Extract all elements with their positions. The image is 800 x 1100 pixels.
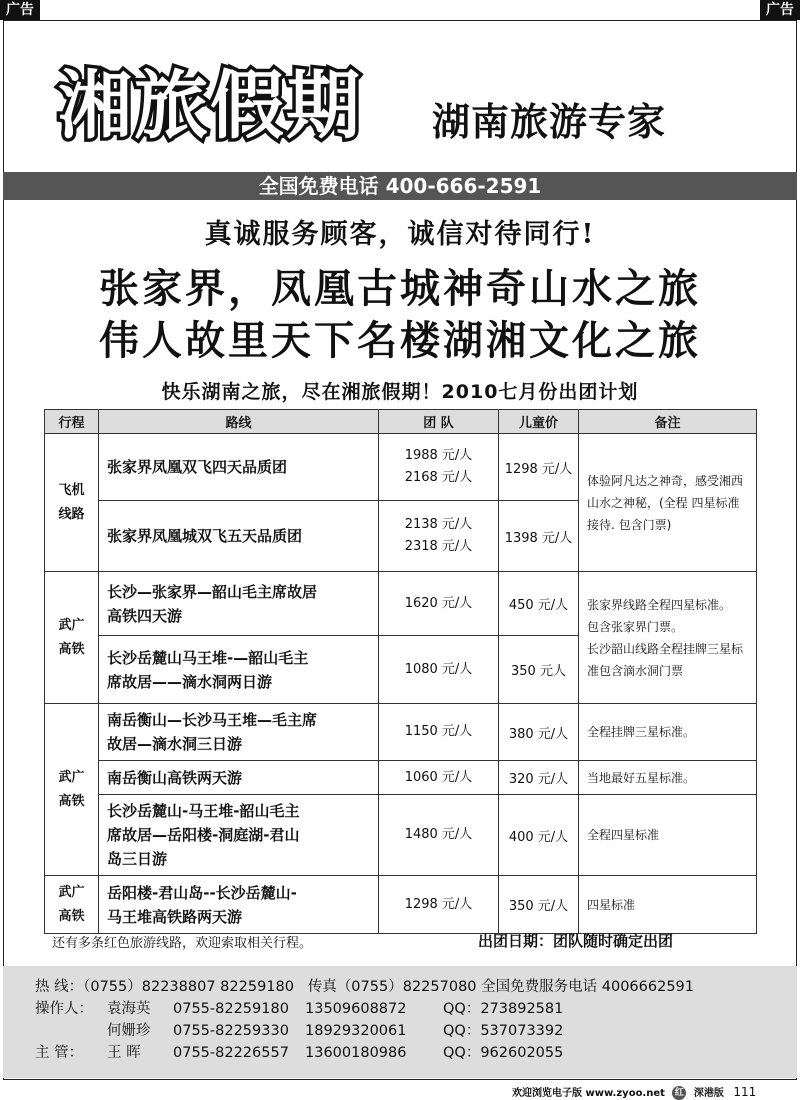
contact-person-qq: QQ：537073392 xyxy=(443,1023,564,1039)
contact-person-mobile: 13509608872 xyxy=(305,1001,407,1017)
route-cell: 岳阳楼-君山岛--长沙岳麓山- 马王堆高铁路两天游 xyxy=(99,876,379,934)
group-cell xyxy=(45,704,99,876)
child-price-cell: 400 元/人 xyxy=(499,795,579,876)
contact-manager-phone: 0755-82226557 xyxy=(173,1045,289,1061)
page-number: 111 xyxy=(733,1085,757,1099)
child-price-cell: 380 元/人 xyxy=(499,704,579,761)
child-price-cell: 350 元人 xyxy=(499,636,579,704)
header-child-price: 儿童价 xyxy=(499,410,579,434)
footer-edition: 深港版 xyxy=(693,1088,724,1099)
group-label: 武广 高铁 xyxy=(58,769,85,809)
note-cell: 四星标准 xyxy=(579,876,757,934)
route-cell: 长沙—张家界—韶山毛主席故居 高铁四天游 xyxy=(99,572,379,636)
contact-person-mobile: 18929320061 xyxy=(305,1023,407,1039)
header-group-price: 团 队 xyxy=(379,410,499,434)
child-price-cell: 1298 元/人 xyxy=(499,434,579,501)
note-cell: 体验阿凡达之神奇，感受湘西山水之神秘，(全程 四星标准接待. 包含门票) xyxy=(579,434,757,572)
itinerary-table xyxy=(44,409,757,934)
table-row xyxy=(45,572,757,636)
headline-1: 张家界，凤凰古城神奇山水之旅 xyxy=(99,266,701,312)
table-row xyxy=(45,795,757,876)
route-cell: 南岳衡山高铁两天游 xyxy=(99,761,379,795)
brand-logo: 湘旅假期 xyxy=(58,63,362,149)
headline-2: 伟人故里天下名楼湖湘文化之旅 xyxy=(99,318,701,364)
contact-manager-mobile: 13600180986 xyxy=(305,1045,407,1061)
footer-line xyxy=(512,1084,756,1100)
brand-slogan: 湖南旅游专家 xyxy=(432,100,667,144)
child-price-cell: 350 元/人 xyxy=(499,876,579,934)
table-row xyxy=(45,761,757,795)
group-cell xyxy=(45,572,99,704)
subheadline: 快乐湖南之旅，尽在湘旅假期！2010七月份出团计划 xyxy=(161,381,639,403)
contact-manager-qq: QQ：962602055 xyxy=(443,1045,564,1061)
contact-person-phone: 0755-82259180 xyxy=(173,1001,289,1017)
contact-person-name: 何姗珍 xyxy=(107,1023,151,1039)
contact-operator-label: 操作人： xyxy=(35,1001,93,1017)
group-label: 武广 高铁 xyxy=(58,617,85,657)
table-row xyxy=(45,704,757,761)
note-cell: 当地最好五星标准。 xyxy=(579,761,757,795)
note-cell: 全程挂牌三星标准。 xyxy=(579,704,757,761)
table-row xyxy=(45,434,757,501)
contact-person-qq: QQ：273892581 xyxy=(443,1001,564,1017)
table-row xyxy=(45,876,757,934)
child-price-cell: 320 元/人 xyxy=(499,761,579,795)
child-price-cell: 450 元/人 xyxy=(499,572,579,636)
header-route: 路线 xyxy=(99,410,379,434)
price-cell: 1060 元/人 xyxy=(379,761,499,795)
route-cell: 张家界凤凰双飞四天品质团 xyxy=(99,434,379,501)
route-cell: 南岳衡山—长沙马王堆—毛主席 故居—滴水洞三日游 xyxy=(99,704,379,761)
note-cell: 张家界线路全程四星标准。 包含张家界门票。 长沙韶山线路全程挂牌三星标准包含滴水洞门票 xyxy=(579,572,757,704)
contact-manager-label: 主 管： xyxy=(35,1045,84,1061)
header-notes: 备注 xyxy=(579,410,757,434)
table-header-row xyxy=(45,410,757,434)
route-cell: 张家界凤凰城双飞五天品质团 xyxy=(99,501,379,572)
group-label: 飞机 线路 xyxy=(58,482,85,522)
price-cell: 1988 元/人 2168 元/人 xyxy=(379,434,499,501)
contact-hotline-row: 热 线：（0755）82238807 82259180 传真（0755）82257080 全国免费服务电话 4006662591 xyxy=(35,979,695,995)
price-cell: 1620 元/人 xyxy=(379,572,499,636)
edition-badge-icon: 红 xyxy=(672,1086,686,1100)
group-cell xyxy=(45,434,99,572)
contact-person-phone: 0755-82259330 xyxy=(173,1023,289,1039)
price-cell: 1150 元/人 xyxy=(379,704,499,761)
header-itinerary: 行程 xyxy=(45,410,99,434)
more-routes-note: 还有多条红色旅游线路，欢迎索取相关行程。 xyxy=(52,936,313,951)
price-cell: 1480 元/人 xyxy=(379,795,499,876)
contact-box xyxy=(3,966,797,1078)
footer-link[interactable]: 欢迎浏览电子版 www.zyoo.net xyxy=(512,1088,665,1099)
contact-manager-name: 王 晖 xyxy=(107,1045,141,1061)
departure-date-note: 出团日期：团队随时确定出团 xyxy=(478,932,674,950)
price-cell: 1298 元/人 xyxy=(379,876,499,934)
route-cell: 长沙岳麓山马王堆-—韶山毛主 席故居——滴水洞两日游 xyxy=(99,636,379,704)
route-cell: 长沙岳麓山-马王堆-韶山毛主 席故居—岳阳楼-洞庭湖-君山 岛三日游 xyxy=(99,795,379,876)
motto: 真诚服务顾客，诚信对待同行! xyxy=(204,219,596,250)
child-price-cell: 1398 元/人 xyxy=(499,501,579,572)
ad-label-left: 广告 xyxy=(0,0,40,20)
price-cell: 1080 元/人 xyxy=(379,636,499,704)
note-cell: 全程四星标准 xyxy=(579,795,757,876)
group-label: 武广 高铁 xyxy=(58,884,85,924)
hotline-bar: 全国免费电话 400-666-2591 xyxy=(3,172,797,200)
ad-label-right: 广告 xyxy=(760,0,800,20)
price-cell: 2138 元/人 2318 元/人 xyxy=(379,501,499,572)
contact-person-name: 袁海英 xyxy=(107,1001,151,1017)
group-cell xyxy=(45,876,99,934)
